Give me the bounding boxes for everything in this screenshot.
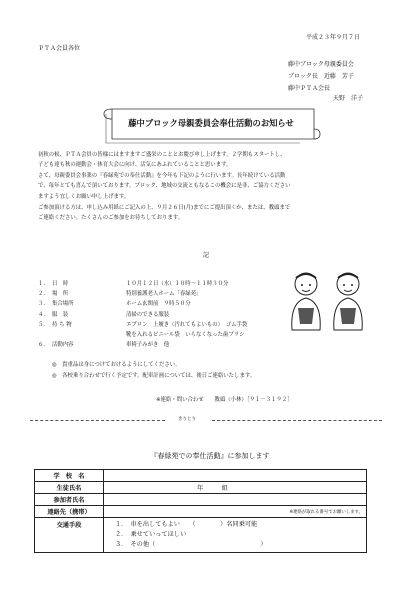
sender-pta-president: 藤中ＰＴＡ会長 <box>288 85 331 92</box>
detail-value: 特別養護老人ホーム「春緑苑」 <box>126 291 202 297</box>
transport-option[interactable]: １． 車を出してもよい （ ）名同乗可能 <box>115 521 258 528</box>
phone-label: 連絡先（携帯） <box>35 506 104 518</box>
detail-label: 日 時 <box>52 281 69 287</box>
phone-field[interactable] <box>104 506 367 518</box>
cut-line-left <box>30 420 165 421</box>
form-row-student <box>35 482 367 494</box>
detail-num: １． <box>38 281 49 287</box>
detail-num: ３． <box>38 301 49 307</box>
detail-num: ５． <box>38 322 49 328</box>
participant-field[interactable] <box>104 494 367 506</box>
body-line: で、毎年とても喜んで頂いております。ブロック、地域の交流ともなるこの機会に是非、ご協力ください <box>38 183 291 189</box>
detail-label: 場 所 <box>52 291 69 297</box>
student-label: 生徒氏名 <box>35 482 104 494</box>
sender-committee: 藤中ブロック母親委員会 <box>288 61 354 68</box>
form-row-participant <box>35 494 367 506</box>
detail-num: ４． <box>38 312 49 318</box>
note: ◎ 貴重品は身につけておけるようにしてください。 <box>52 362 181 368</box>
cut-line-right <box>212 420 382 421</box>
detail-num: ２． <box>38 291 49 297</box>
form-row-transport <box>35 518 367 553</box>
school-field[interactable] <box>104 470 367 482</box>
detail-num: ６． <box>38 342 49 348</box>
body-line: 初秋の候、ＰＴＡ会員の皆様にはますますご盛栄のこととお慶び申し上げます。２学期もスタートし、 <box>38 152 286 158</box>
detail-value: 車椅子みがき 他 <box>126 342 170 348</box>
detail-label: 服 装 <box>52 312 69 318</box>
body-line: ご連絡ください。たくさんのご参加をお待ちしております。 <box>38 215 184 221</box>
title-banner <box>100 103 322 145</box>
body-line: ご参加頂ける方は、申し込み用紙にご記入の上、９月２６日(月)までにご提出頂くか、または、教頭まで <box>38 205 291 211</box>
transport-field[interactable] <box>104 518 367 553</box>
ki-marker: 記 <box>203 252 210 259</box>
student-field[interactable] <box>104 482 367 494</box>
grade-class: 年 組 <box>197 485 228 492</box>
participant-label: 参加者氏名 <box>35 494 104 506</box>
transport-label: 交通手段 <box>35 518 104 553</box>
sender-name: 天野 洋子 <box>333 95 364 102</box>
phone-note: ※連絡が取れる番号でお願いします。 <box>289 509 363 515</box>
form-row-phone <box>35 506 367 518</box>
application-form <box>34 469 367 553</box>
detail-value: １０月１２日（水）１０時～１１時３０分 <box>126 281 229 287</box>
detail-label: 活動内容 <box>52 342 74 348</box>
recipient: ＰＴＡ会員各位 <box>38 45 81 52</box>
body-line: ますよう宜しくお願い申し上げます。 <box>38 194 130 200</box>
sender-block-chief: ブロック長 近藤 芳子 <box>288 73 354 80</box>
school-label: 学 校 名 <box>35 470 104 482</box>
document-title: 藤中ブロック母親委員会奉仕活動のお知らせ <box>128 118 294 128</box>
transport-option[interactable]: ２． 乗せていってほしい <box>115 531 187 538</box>
detail-label: 持 ち 物 <box>52 322 72 328</box>
transport-option[interactable]: ３． その他（ ） <box>115 541 267 548</box>
detail-label: 集合場所 <box>52 301 74 307</box>
cut-label: きりとり <box>178 417 196 422</box>
volunteers-illustration <box>286 268 370 334</box>
body-line: 子ども達も秋の運動会・体育大会に向け、活気にあふれていることと思います。 <box>38 162 232 168</box>
detail-value: エプロン 上履き（汚れてもよいもの） ゴム手袋 <box>126 322 248 328</box>
detail-value: 靴を入れるビニール袋 いらなくなった歯ブラシ <box>126 332 245 338</box>
form-row-school <box>35 470 367 482</box>
contact-info: ※連絡・問い合わせ 教頭（小林）［９１－３１９２］ <box>156 397 293 403</box>
detail-value: ホーム玄関前 ９時５０分 <box>126 301 191 307</box>
issue-date: 平成２３年９月７日 <box>306 34 361 41</box>
form-title: 『春緑苑での奉仕活動』に参加します <box>150 452 270 460</box>
body-line: さて、母親委員会事業の『春緑苑での奉仕活動』を今年も下記のように行います。長年続けている活動 <box>38 173 286 179</box>
note: ◎ 各校乗り合わせで行く予定です。配車計画については、後日ご連絡いたします。 <box>52 373 256 379</box>
detail-value: 清掃のできる服装 <box>126 312 170 318</box>
